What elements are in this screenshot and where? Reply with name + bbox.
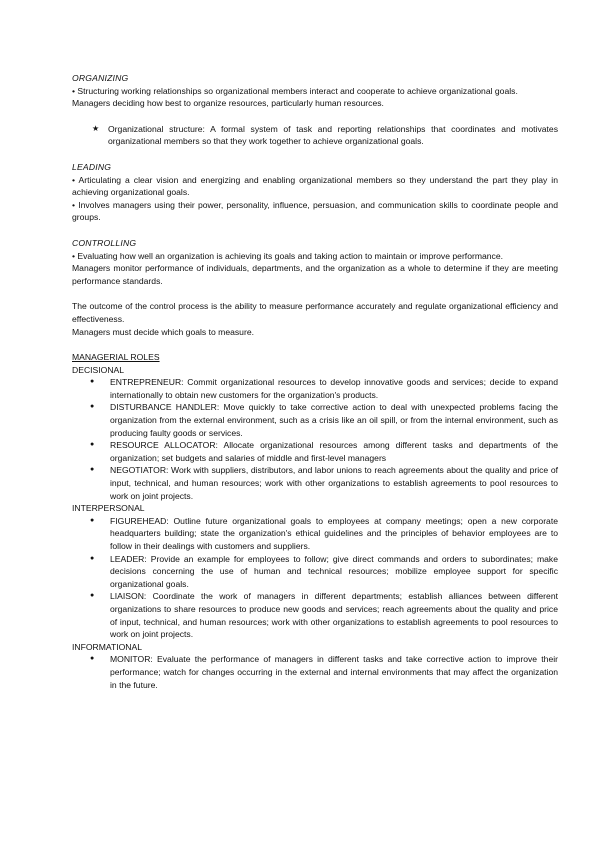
list-item: ● NEGOTIATOR: Work with suppliers, distributors, and labor unions to reach agreements about the quality and price of input, technical, and human resources; work with other organizations to establish agreements to pool resources to work on joint projects. <box>90 465 558 501</box>
bullet-icon: ● <box>90 592 95 600</box>
list-item: ● LIAISON: Coordinate the work of managers in different departments; establish alliances between different organizations to share resources to produce new goods and services; reach agreements about the quality and price of input, technical, and human resources; work with other organizations to establish agreements to pool resources to work on joint projects. <box>90 591 558 640</box>
controlling-definition: • Evaluating how well an organization is achieving its goals and taking action to maintain or improve performance. <box>72 250 504 261</box>
decisional-list <box>72 376 558 502</box>
list-item: ● DISTURBANCE HANDLER: Move quickly to take corrective action to deal with unexpected problems facing the organization from the external environment, such as a crisis like an oil spill, or from the internal environment, such as producing faulty goods or services. <box>90 402 558 438</box>
organizing-definition: • Structuring working relationships so organizational members interact and cooperate to achieve organizational goals. Managers deciding how best to organize resources, particularly human resources. <box>72 85 518 109</box>
leading-involves: • Involves managers using their power, personality, influence, persuasion, and communication skills to coordinate people and groups. <box>72 199 558 223</box>
organizing-heading: ORGANIZING <box>72 73 129 83</box>
list-item: ● MONITOR: Evaluate the performance of managers in different tasks and take corrective action to improve their performance; watch for changes occurring in the external and internal environments that may affect the organization in the future. <box>90 654 558 690</box>
organizational-structure-text: Organizational structure: A formal system of task and reporting relationships that coordinates and motivates organizational members so that they work together to achieve organizational goals. <box>108 123 558 147</box>
bullet-icon: ● <box>90 554 95 562</box>
leading-definition: • Articulating a clear vision and energizing and enabling organizational members so they understand the part they play in achieving organizational goals. <box>72 174 558 198</box>
bullet-icon: ● <box>90 655 95 663</box>
control-outcome: The outcome of the control process is the ability to measure performance accurately and regulate organizational efficiency and effectiveness. <box>72 301 558 324</box>
controlling-heading: CONTROLLING <box>72 237 137 248</box>
informational-list <box>72 653 558 691</box>
controlling-monitor: Managers monitor performance of individuals, departments, and the organization as a whole to determine if they are meeting performance standards. <box>72 263 558 286</box>
bullet-icon: ● <box>90 441 95 449</box>
bullet-icon: ● <box>90 516 95 524</box>
list-item: ● RESOURCE ALLOCATOR: Allocate organizational resources among different tasks and departments of the organization; set budgets and salaries of middle and first-level managers <box>90 440 558 463</box>
star-bullet-icon: ★ <box>92 123 100 133</box>
bullet-icon: ● <box>90 403 95 411</box>
organizational-structure-item <box>92 123 558 148</box>
control-decide: Managers must decide which goals to measure. <box>72 326 254 337</box>
decisional-label: DECISIONAL <box>72 364 125 375</box>
managerial-roles-title: MANAGERIAL ROLES <box>72 352 160 363</box>
list-item: ● FIGUREHEAD: Outline future organizational goals to employees at company meetings; open a new corporate headquarters building; state the organization's ethical guidelines and the principles of behavior employees are to follow in their dealings with customers and suppliers. <box>90 515 558 551</box>
interpersonal-label: INTERPERSONAL <box>72 503 145 514</box>
bullet-icon: ● <box>90 466 95 474</box>
document-page <box>72 72 558 691</box>
bullet-icon: ● <box>90 378 95 386</box>
interpersonal-list <box>72 515 558 641</box>
informational-label: INFORMATIONAL <box>72 641 143 652</box>
list-item: ● LEADER: Provide an example for employees to follow; give direct commands and orders to subordinates; make decisions concerning the use of human and technical resources; mobilize employee support for specific organizational goals. <box>90 553 558 589</box>
list-item: ● ENTREPRENEUR: Commit organizational resources to develop innovative goods and services; decide to expand internationally to obtain new customers for the organization's products. <box>90 377 558 400</box>
leading-heading: LEADING <box>72 161 112 172</box>
